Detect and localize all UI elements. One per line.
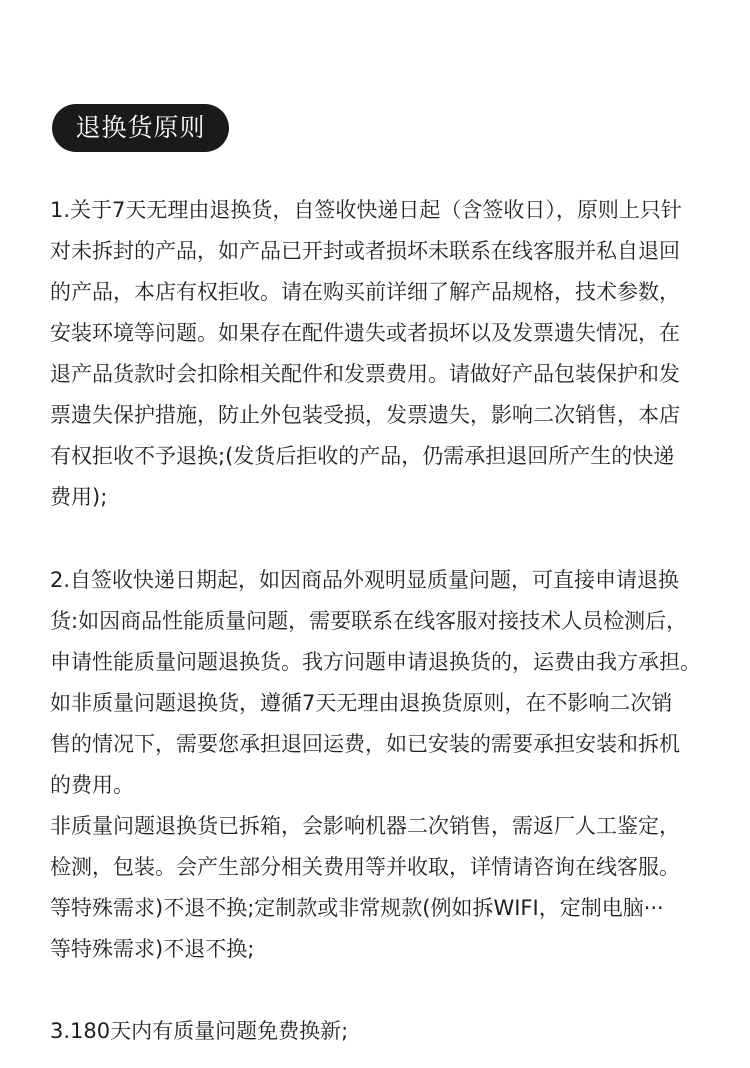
text-line: 2.自签收快递日期起，如因商品外观明显质量问题，可直接申请退换 (50, 568, 680, 592)
return-policy-paragraph-2 (50, 560, 720, 970)
text-line: 等特殊需求)不退不换; (50, 937, 255, 961)
section-title: 退换货原则 (52, 104, 229, 152)
text-line: 如非质量问题退换货，遵循7天无理由退换货原则，在不影响二次销 (50, 691, 673, 715)
text-line: 售的情况下，需要您承担退回运费，如已安装的需要承担安装和拆机 (50, 732, 680, 756)
return-policy-paragraph-1 (50, 190, 720, 518)
text-line: 对未拆封的产品，如产品已开封或者损坏未联系在线客服并私自退回 (50, 239, 680, 263)
return-policy-paragraph-3 (50, 1011, 720, 1052)
text-line: 有权拒收不予退换;(发货后拒收的产品，仍需承担退回所产生的快递 (50, 444, 675, 468)
text-line: 的费用。 (50, 773, 134, 797)
text-line: 1.关于7天无理由退换货，自签收快递日起（含签收日），原则上只针 (50, 198, 682, 222)
text-line: 等特殊需求)不退不换;定制款或非常规款(例如拆WIFI，定制电脑··· (50, 896, 664, 920)
text-line: 的产品，本店有权拒收。请在购买前详细了解产品规格，技术参数， (50, 280, 680, 304)
text-line: 申请性能质量问题退换货。我方问题申请退换货的，运费由我方承担。 (50, 650, 701, 674)
text-line: 非质量问题退换货已拆箱，会影响机器二次销售，需返厂人工鉴定， (50, 814, 680, 838)
text-line: 货:如因商品性能质量问题，需要联系在线客服对接技术人员检测后， (50, 609, 688, 633)
text-line: 检测，包装。会产生部分相关费用等并收取，详情请咨询在线客服。 (50, 855, 680, 879)
text-line: 费用); (50, 485, 108, 509)
text-line: 3.180天内有质量问题免费换新; (50, 1019, 349, 1043)
text-line: 安装环境等问题。如果存在配件遗失或者损坏以及发票遗失情况，在 (50, 321, 680, 345)
text-line: 票遗失保护措施，防止外包装受损，发票遗失，影响二次销售，本店 (50, 403, 680, 427)
text-line: 退产品货款时会扣除相关配件和发票费用。请做好产品包装保护和发 (50, 362, 680, 386)
